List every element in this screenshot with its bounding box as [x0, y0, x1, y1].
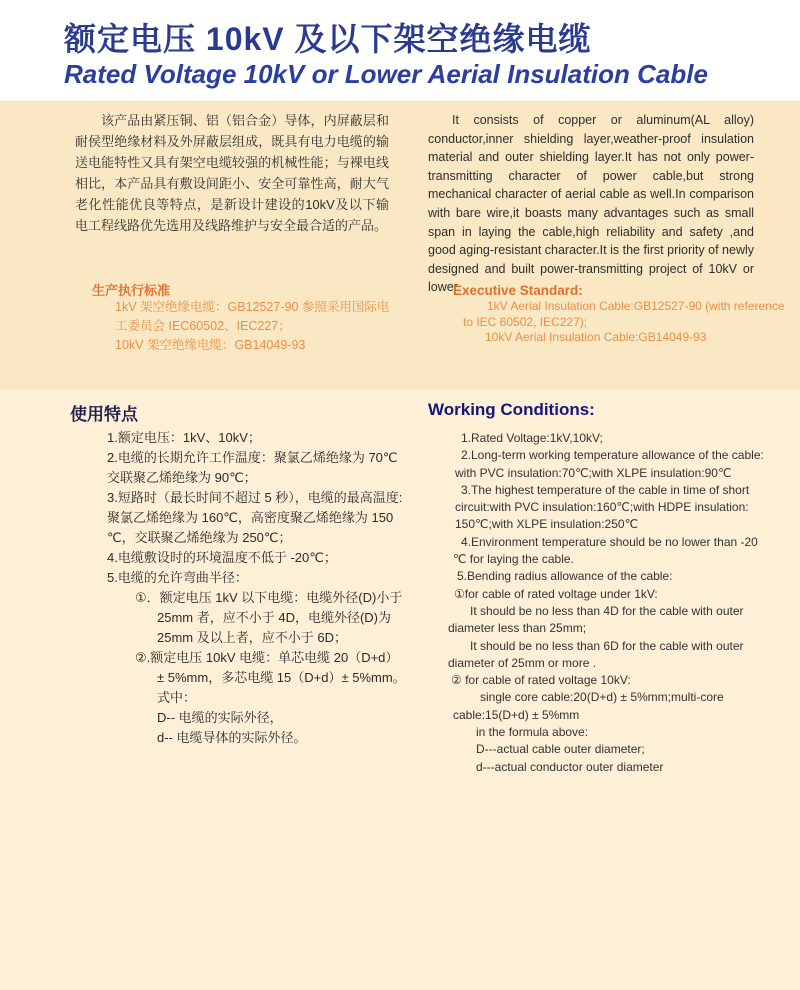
executive-standard-english — [420, 299, 785, 346]
list-line: d-- 电缆导体的实际外径。 — [157, 730, 307, 745]
list-line: 4.电缆敷设时的环境温度不低于 -20℃； — [107, 550, 337, 565]
list-line: 3.The highest temperature of the cable in time of short — [461, 482, 750, 497]
list-line: 3.短路时（最长时间不超过 5 秒），电缆的最高温度: — [107, 490, 403, 505]
list-line: diameter of 25mm or more . — [448, 655, 597, 670]
intro-paragraph-chinese: 该产品由紧压铜、铝（铝合金）导体，内屏蔽层和耐侯型绝缘材料及外屏蔽层组成，既具有电力电缆的输送电能特性又具有架空电缆较强的机械性能；与裸电线相比，本产品具有敷设间距小、安全可靠性高，耐大气老化性能优良等特点，是新设计建设的10kV及以下输电工程线路优先选用及线路维护与安全最合适的产品。 — [75, 113, 389, 233]
list-line: ②.额定电压 10kV 电缆：单芯电缆 20（D+d） — [135, 650, 399, 665]
page-title-chinese: 额定电压 10kV 及以下架空绝缘电缆 — [64, 21, 592, 57]
list-line: 式中： — [157, 690, 197, 705]
list-line: 150℃;with XLPE insulation:250℃ — [455, 517, 639, 532]
list-line: It should be no less than 4D for the cable with outer — [470, 603, 744, 618]
list-line: d---actual conductor outer diameter — [476, 759, 664, 774]
production-standard-heading-chinese: 生产执行标准 — [92, 283, 171, 298]
standard-line: 工委员会 IEC60502、IEC227； — [115, 319, 291, 333]
list-line: in the formula above: — [476, 725, 589, 740]
list-line: 交联聚乙烯绝缘为 90℃； — [107, 470, 257, 485]
standard-line: 10kV 架空绝缘电缆：GB14049-93 — [115, 338, 306, 352]
list-line: ①for cable of rated voltage under 1kV: — [454, 586, 658, 601]
executive-standard-heading-english: Executive Standard: — [453, 283, 583, 298]
list-line: 5.电缆的允许弯曲半径： — [107, 570, 248, 585]
standard-line: 1kV 架空绝缘电缆：GB12527-90 参照采用国际电 — [115, 300, 390, 314]
list-line: ℃ for laying the cable. — [453, 552, 574, 567]
list-line: 2.Long-term working temperature allowance of the cable: — [461, 448, 764, 463]
list-line: with PVC insulation:70℃;with XLPE insulation:90℃ — [455, 465, 732, 480]
working-conditions-heading-english: Working Conditions: — [428, 400, 595, 419]
list-line: cable:15(D+d) ± 5%mm — [453, 707, 580, 722]
working-conditions-list-english — [420, 430, 780, 776]
list-line: ± 5%mm，多芯电缆 15（D+d）± 5%mm。 — [157, 670, 406, 685]
features-heading-chinese: 使用特点 — [70, 405, 138, 424]
list-line: single core cable:20(D+d) ± 5%mm;multi-core — [480, 690, 724, 705]
page-title-english: Rated Voltage 10kV or Lower Aerial Insulation Cable — [64, 59, 708, 89]
production-standard-chinese — [115, 298, 389, 355]
list-line: 1.Rated Voltage:1kV,10kV; — [461, 431, 603, 445]
list-line: 25mm 者，应不小于 4D，电缆外径(D)为 — [157, 610, 392, 625]
list-line: It should be no less than 6D for the cable with outer — [470, 638, 744, 653]
intro-paragraph-english: It consists of copper or aluminum(AL alloy) conductor,inner shielding layer,weather-proof insulation material and outer shielding layer.It has not only power-transmitting character of power cable,but strong mechanical character of aerial cable as well.In comparison with bare wire,it boasts many advantages such as small span in laying the cable,high reliability and safety ,and good aging-resistant character.It is the first priority of newly designed and built power-transmitting project of 10kV or lower. — [428, 113, 754, 295]
list-line: ② for cable of rated voltage 10kV: — [451, 673, 631, 688]
list-line: D---actual cable outer diameter; — [476, 742, 645, 757]
list-line: diameter less than 25mm; — [448, 621, 587, 636]
list-line: 25mm 及以上者，应不小于 6D； — [157, 630, 347, 645]
list-line: 1.额定电压：1kV、10kV； — [107, 430, 261, 445]
list-line: 4.Environment temperature should be no lower than -20 — [461, 534, 758, 549]
list-line: D-- 电缆的实际外径， — [157, 710, 283, 725]
standard-line: to IEC 60502, IEC227); — [463, 314, 588, 329]
list-line: 2.电缆的长期允许工作温度：聚氯乙烯绝缘为 70℃ — [107, 450, 398, 465]
features-list-chinese — [65, 428, 410, 748]
list-line: 5.Bending radius allowance of the cable: — [457, 569, 673, 584]
standard-line: 10kV Aerial Insulation Cable:GB14049-93 — [485, 330, 707, 345]
standard-line: 1kV Aerial Insulation Cable:GB12527-90 (with reference — [487, 299, 785, 313]
list-line: ①．额定电压 1kV 以下电缆：电缆外径(D)小于 — [135, 590, 403, 605]
list-line: ℃，交联聚乙烯绝缘为 250℃； — [107, 530, 292, 545]
list-line: circuit:with PVC insulation:160℃;with HDPE insulation: — [455, 500, 749, 515]
list-line: 聚氯乙烯绝缘为 160℃，高密度聚乙烯绝缘为 150 — [107, 510, 394, 525]
